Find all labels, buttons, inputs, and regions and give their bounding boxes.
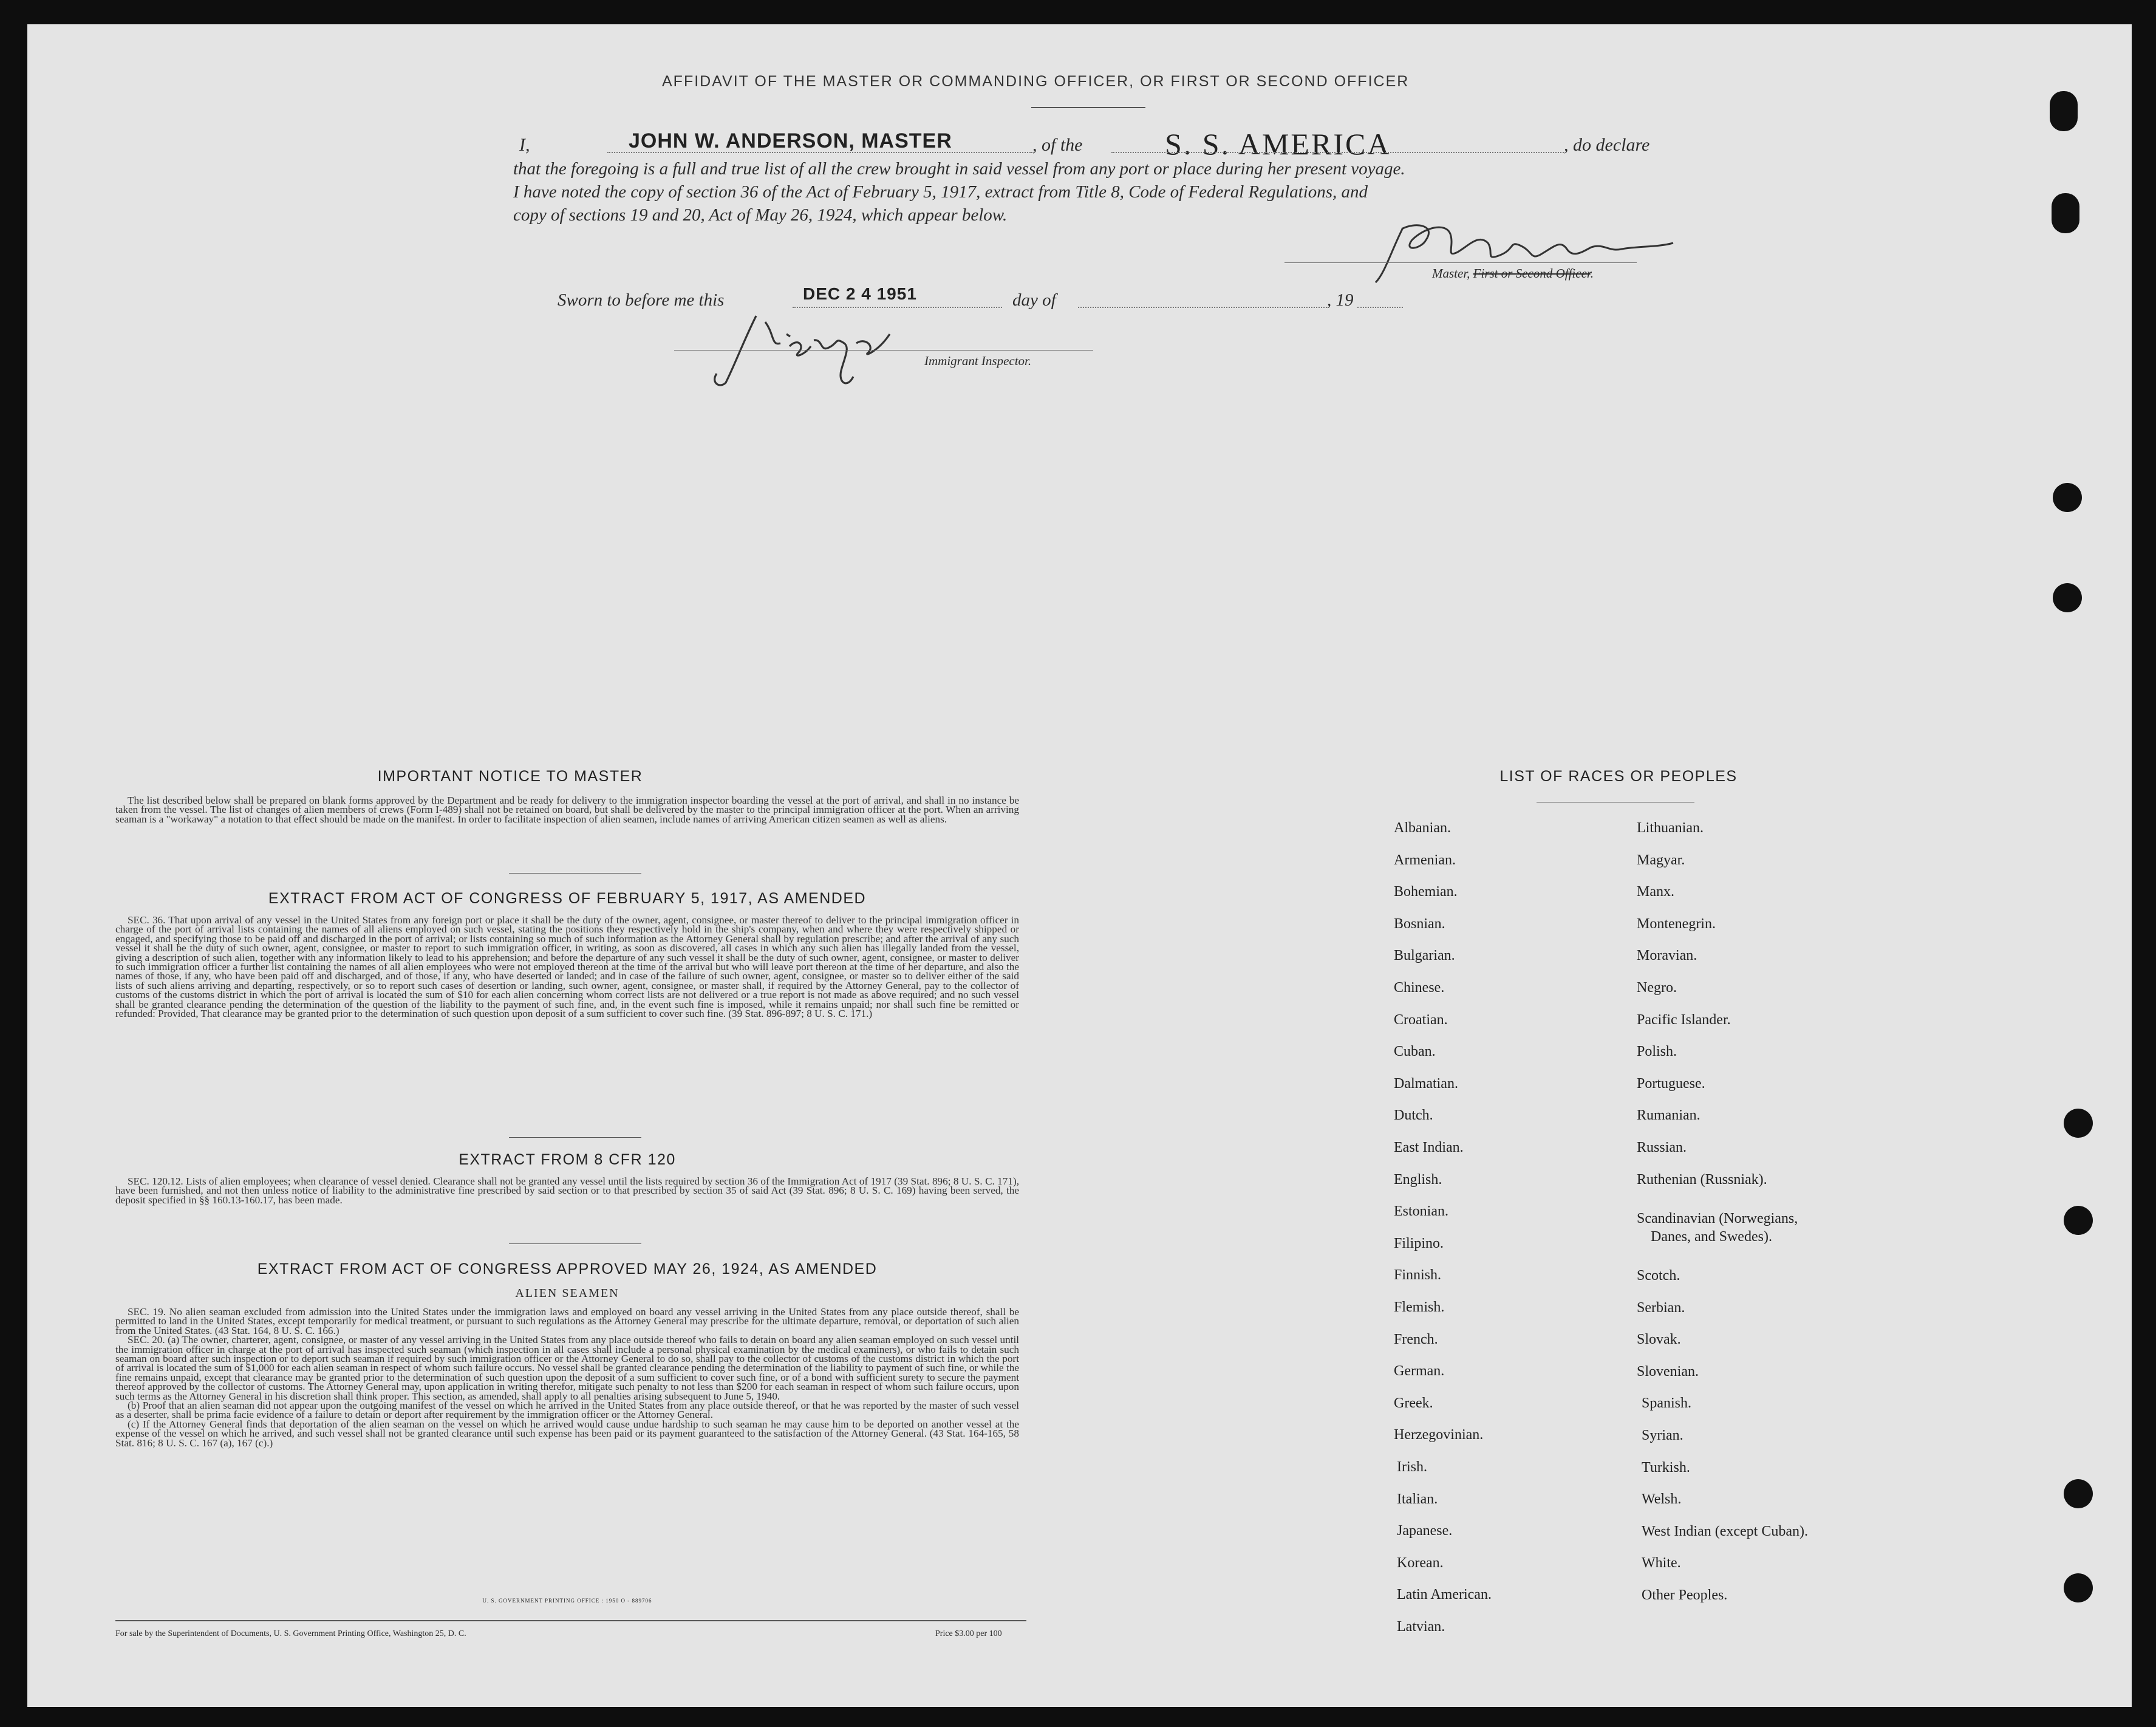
sec-20c-paragraph: (c) If the Attorney General finds that deportation of the alien seaman on the vessel on which he arrived would cause undue hardship to such seaman he may cause him to be deported on another vessel at the expense of the vessel on which he arrived, and such vessel shall not be granted clearance until such expense has been paid or its payment guaranteed to the satisfaction of the Attorney General. (43 Stat. 164-165, 58 Stat. 816; 8 U. S. C. 167 (a), 167 (c).) xyxy=(115,1418,1019,1449)
notice-text xyxy=(115,796,1019,824)
race-item: Pacific Islander. xyxy=(1637,1011,1731,1028)
section-rule xyxy=(509,1137,641,1138)
race-item: Latin American. xyxy=(1397,1587,1492,1603)
race-item: Irish. xyxy=(1397,1459,1427,1475)
race-item: Scandinavian (Norwegians, xyxy=(1637,1211,1798,1226)
race-item: East Indian. xyxy=(1394,1140,1464,1155)
inspector-caption: Immigrant Inspector. xyxy=(924,354,1032,368)
extract-1924-text xyxy=(115,1307,1019,1448)
race-item: West Indian (except Cuban). xyxy=(1642,1523,1808,1539)
master-caption-struck: First or Second Officer xyxy=(1473,266,1591,281)
race-item: Moravian. xyxy=(1637,948,1697,964)
extract-1917-text xyxy=(115,915,1019,1018)
year-line xyxy=(1357,307,1403,308)
ship-name-line xyxy=(1111,152,1564,153)
race-item: Polish. xyxy=(1637,1044,1677,1060)
race-item: Estonian. xyxy=(1394,1203,1448,1220)
sec-36-paragraph: SEC. 36. That upon arrival of any vessel in the United States from any foreign port or place it shall be the duty of the owner, agent, consignee, or master thereof to deliver to the principal immigration officer in charge of the port of arrival lists containing the names of all aliens employed on such vessel, stating the positions they respectively hold in the ship's company, when and where they were respectively shipped or engaged, and specifying those to be paid off and discharged in the port of arrival; or lists containing so much of such information as the Attorney General shall by regulation prescribe; and after the arrival of any such vessel it shall be the duty of such owner, agent, consignee, or master to report to such immigration officer, in writing, as soon as discovered, all cases in which any such alien has illegally landed from the vessel, giving a description of such alien, together with any information likely to lead to his apprehension; and before the departure of any such vessel it shall be the duty of such owner, agent, consignee, or master to deliver to such immigration officer a further list containing the names of all alien employees who were not employed thereon at the time of the arrival but who will leave port thereon at the time of her departure, and also the names of those, if any, who have been paid off and discharged, and of those, if any, who have deserted or landed; and in case of the failure of such owner, agent, consignee, or master so to deliver either of the said lists of such aliens arriving and departing, respectively, or so to report such cases of desertion or landing, such owner, agent, consignee, or master shall, if required by the Attorney General, pay to the collector of customs of the customs district in which the port of arrival is located the sum of $10 for each alien concerning whom correct lists are not delivered or a true report is not made as above required; and no such vessel shall be granted clearance pending the determination of the question of the liability to the payment of such fine, and, in the event such fine is imposed, while it remains unpaid; nor shall such fine be remitted or refunded: Provided, That clearance may be granted prior to the determination of such question upon deposit of a sum sufficient to cover such fine. (39 Stat. 896-897; 8 U. S. C. 171.) xyxy=(115,914,1019,1020)
races-title: LIST OF RACES OR PEOPLES xyxy=(1499,768,1738,785)
race-item: Finnish. xyxy=(1394,1267,1442,1284)
printer-line: U. S. GOVERNMENT PRINTING OFFICE : 1950 O - 889706 xyxy=(482,1598,652,1604)
race-item: English. xyxy=(1394,1171,1442,1188)
race-item: Greek. xyxy=(1394,1395,1433,1411)
punch-hole xyxy=(2050,91,2078,131)
race-item: Filipino. xyxy=(1394,1235,1444,1251)
race-item: Dutch. xyxy=(1394,1107,1433,1124)
race-item: Serbian. xyxy=(1637,1299,1685,1316)
race-item: Chinese. xyxy=(1394,980,1445,996)
sworn-date-stamp: DEC 2 4 1951 xyxy=(803,284,917,303)
race-item: Slovenian. xyxy=(1637,1363,1699,1380)
race-item: Spanish. xyxy=(1642,1395,1692,1412)
race-item: French. xyxy=(1394,1331,1438,1347)
race-item: Manx. xyxy=(1637,884,1674,900)
race-item: Herzegovinian. xyxy=(1394,1427,1484,1443)
race-item: Croatian. xyxy=(1394,1011,1448,1028)
punch-hole xyxy=(2064,1206,2093,1235)
race-item: Portuguese. xyxy=(1637,1075,1705,1092)
extract-1924-title: EXTRACT FROM ACT OF CONGRESS APPROVED MAY 26, 1924, AS AMENDED xyxy=(257,1260,878,1277)
of-the-label: , of the xyxy=(1032,135,1083,155)
master-name-line xyxy=(607,152,1032,153)
punch-hole xyxy=(2064,1573,2093,1602)
sec-120-paragraph: SEC. 120.12. Lists of alien employees; when clearance of vessel denied. Clearance shall not be granted any vessel until the lists required by section 36 of the Immigration Act of 1917 (39 Stat. 896; 8 U. S. C. 171), have been furnished, and not then unless notice of liability to the administrative fine prescribed by said section or to that prescribed by section 35 of said Act (39 Stat. 896; 8 U. S. C. 169) having been served, the deposit specified in §§ 160.13-160.17, has been made. xyxy=(115,1175,1019,1206)
sec-20b-paragraph: (b) Proof that an alien seaman did not appear upon the outgoing manifest of the vessel on which he arrived in the United States from any place outside thereof, or that he was reported by the master of such vessel as a deserter, shall be prima facie evidence of a failure to detain or deport after requirement by the immigration officer or the Attorney General. xyxy=(115,1400,1019,1421)
punch-hole xyxy=(2064,1479,2093,1508)
race-item: Turkish. xyxy=(1642,1459,1690,1476)
race-item: Other Peoples. xyxy=(1642,1587,1728,1603)
do-declare-label: , do declare xyxy=(1564,135,1650,155)
punch-hole xyxy=(2064,1109,2093,1138)
footer-left: For sale by the Superintendent of Documents, U. S. Government Printing Office, Washington 25, D. C. xyxy=(115,1629,466,1638)
race-item: Japanese. xyxy=(1397,1523,1453,1539)
race-item: Korean. xyxy=(1397,1554,1444,1571)
extract-1917-title: EXTRACT FROM ACT OF CONGRESS OF FEBRUARY 5, 1917, AS AMENDED xyxy=(268,890,867,907)
affidavit-line-4: copy of sections 19 and 20, Act of May 26, 1924, which appear below. xyxy=(513,205,1008,225)
race-item: Ruthenian (Russniak). xyxy=(1637,1171,1767,1188)
race-item: Albanian. xyxy=(1394,820,1451,836)
race-item: White. xyxy=(1642,1555,1681,1571)
race-item: Dalmatian. xyxy=(1394,1075,1458,1092)
race-item: Montenegrin. xyxy=(1637,915,1716,932)
race-item: Latvian. xyxy=(1397,1619,1445,1635)
day-of-label: day of xyxy=(1012,290,1056,310)
extract-8cfr-text xyxy=(115,1177,1019,1205)
race-item: Lithuanian. xyxy=(1637,820,1704,836)
race-item: Magyar. xyxy=(1637,852,1685,868)
sec-19-paragraph: SEC. 19. No alien seaman excluded from admission into the United States under the immigration laws and employed on board any vessel arriving in the United States from any place outside thereof, shall be permitted to land in the United States, except temporarily for medical treatment, or pursuant to such regulations as the Attorney General may prescribe for the ultimate departure, removal, or deportation of such alien from the United States. (43 Stat. 164, 8 U. S. C. 166.) xyxy=(115,1306,1019,1336)
master-caption-text: Master, xyxy=(1432,266,1473,281)
notice-paragraph: The list described below shall be prepared on blank forms approved by the Department and be ready for delivery to the immigration inspector boarding the vessel at the port of arrival, and shall in no instance be taken from the vessel. The list of changes of alien members of crews (Form I-489) shall not be retained on board, but shall be delivered by the master to the principal immigration officer at the port. When an arriving seaman is a "workaway" a notation to that effect should be made on the manifest. In order to facilitate inspection of alien seamen, include names of arriving American citizen seamen as well as aliens. xyxy=(115,795,1019,825)
section-rule xyxy=(509,873,641,874)
race-item: Russian. xyxy=(1637,1140,1687,1155)
race-item: Negro. xyxy=(1637,980,1677,996)
punch-hole xyxy=(2053,483,2082,512)
race-item: Armenian. xyxy=(1394,852,1456,868)
sec-20a-paragraph: SEC. 20. (a) The owner, charterer, agent, consignee, or master of any vessel arriving in the United States from any place outside thereof who fails to detain on board any alien seaman employed on such vessel until the immigration officer in charge at the port of arrival has inspected such seaman (which inspection in all cases shall include a personal physical examination by the medical examiners), or who fails to detain such seaman on board after such inspection or to deport such seaman if required by such immigration officer or the Attorney General to do so, shall pay to the collector of customs of the customs district in which the port of arrival is located the sum of $1,000 for each alien seaman in respect of whom such failure occurs. No vessel shall be granted clearance pending the determination of the liability to payment of such fine, or while the fine remains unpaid, except that clearance may be granted prior to the determination of such question upon the deposit of a sum sufficient to cover such fine, or of a bond with sufficient surety to secure the payment thereof approved by the collector of customs. The Attorney General may, upon application in writing therefor, mitigate such penalty to not less than $200 for each seaman in respect of whom such failure occurs, upon such terms as the Attorney General in his discretion shall think proper. This section, as amended, shall apply to all penalties arising subsequent to June 5, 1940. xyxy=(115,1334,1019,1402)
race-item: Italian. xyxy=(1397,1491,1438,1507)
document-page xyxy=(27,24,2132,1707)
race-item: Slovak. xyxy=(1637,1332,1681,1348)
affidavit-line-3: I have noted the copy of section 36 of the Act of February 5, 1917, extract from Title 8, Code of Federal Regulations, and xyxy=(513,182,1368,202)
race-item: Bohemian. xyxy=(1394,884,1458,900)
extract-8cfr-title: EXTRACT FROM 8 CFR 120 xyxy=(459,1151,676,1168)
punch-hole xyxy=(2053,583,2082,612)
alien-seamen-subtitle: ALIEN SEAMEN xyxy=(515,1287,619,1300)
ship-name-field: S. S. AMERICA xyxy=(1165,127,1391,161)
race-item: Syrian. xyxy=(1642,1428,1684,1443)
race-item: Rumanian. xyxy=(1637,1107,1701,1124)
section-rule xyxy=(509,1243,641,1244)
race-item: Cuban. xyxy=(1394,1044,1436,1060)
i-label: I, xyxy=(519,135,530,155)
race-item: Scotch. xyxy=(1637,1268,1680,1284)
inspector-signature xyxy=(708,310,914,395)
punch-hole xyxy=(2052,193,2079,233)
title-rule xyxy=(1031,107,1145,108)
sworn-label: Sworn to before me this xyxy=(558,290,725,310)
master-caption-end: . xyxy=(1590,266,1594,281)
master-caption xyxy=(1432,266,1594,281)
race-item: Welsh. xyxy=(1642,1491,1682,1508)
master-signature-line xyxy=(1284,262,1637,263)
race-item: German. xyxy=(1394,1363,1445,1380)
master-name-field: JOHN W. ANDERSON, MASTER xyxy=(629,129,952,152)
race-item: Danes, and Swedes). xyxy=(1651,1229,1772,1245)
affidavit-line-2: that the foregoing is a full and true list of all the crew brought in said vessel from any port or place during her present voyage. xyxy=(513,159,1405,179)
footer-right: Price $3.00 per 100 xyxy=(935,1629,1002,1638)
month-line xyxy=(1078,307,1327,308)
year-label: , 19 xyxy=(1327,290,1354,310)
affidavit-title: AFFIDAVIT OF THE MASTER OR COMMANDING OFFICER, OR FIRST OR SECOND OFFICER xyxy=(662,73,1410,90)
notice-title: IMPORTANT NOTICE TO MASTER xyxy=(377,768,643,785)
race-item: Bosnian. xyxy=(1394,915,1445,932)
race-item: Flemish. xyxy=(1394,1299,1445,1315)
footer-rule xyxy=(115,1620,1026,1621)
inspector-signature-line xyxy=(674,350,1093,351)
sworn-date-line xyxy=(793,307,1002,308)
race-item: Bulgarian. xyxy=(1394,948,1455,964)
